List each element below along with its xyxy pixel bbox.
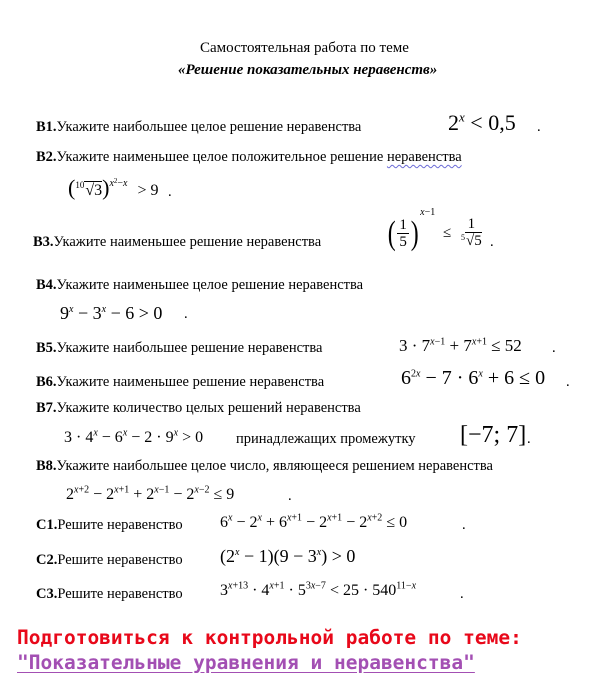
task-c1	[36, 517, 183, 534]
page-subtitle: «Решение показательных неравенств»	[178, 62, 438, 78]
task-b1-formula: $2^x < 0,5$	[448, 109, 516, 135]
task-b1-tail: .	[537, 119, 541, 135]
task-b6-formula: $6^{2x} - 7 \cdot 6^x + 6 \le 0$	[401, 367, 546, 389]
task-c3-text: Решите неравенство	[57, 586, 183, 602]
footer-topic-link[interactable]: "Показательные уравнения и неравенства"	[17, 651, 475, 674]
task-b4-label: B4.	[36, 277, 57, 293]
task-b2	[36, 149, 462, 166]
task-b8-text: Укажите наибольшее целое число, являющееся решением неравенства	[56, 458, 493, 474]
task-b7-formula: $3 \cdot 4^x - 6^x - 2 \cdot 9^x > 0$	[64, 427, 204, 446]
task-b5-label: B5.	[36, 340, 57, 356]
task-c1-formula: $6^x - 2^x + 6^{x+1} - 2^{x+1} - 2^{x+2} \le 0$	[220, 512, 408, 531]
task-b5-tail: .	[552, 340, 556, 356]
task-b3	[33, 234, 321, 251]
task-b8-formula: $2^{x+2} - 2^{x+1} + 2^{x-1} - 2^{x-2} \le 9$	[66, 484, 235, 503]
page-title: Самостоятельная работа по теме	[200, 40, 409, 56]
task-b1-text: Укажите наибольшее целое решение неравенства	[56, 119, 362, 135]
task-c1-label: C1.	[36, 517, 58, 533]
task-b8-tail: .	[288, 488, 292, 504]
task-b1	[36, 119, 361, 136]
task-b7-label: B7.	[36, 400, 57, 416]
task-b6-text: Укажите наименьшее решение неравенства	[56, 374, 325, 390]
task-b7-text: Укажите количество целых решений неравенства	[56, 400, 361, 416]
task-b2-tail: .	[168, 184, 172, 200]
task-c3-tail: .	[460, 586, 464, 602]
task-c2-label: C2.	[36, 552, 58, 568]
task-b4-formula: $9^x - 3^x - 6 > 0$	[60, 303, 163, 323]
task-b2-label: B2.	[36, 149, 57, 165]
task-b1-label: B1.	[36, 119, 57, 135]
task-b7	[36, 400, 361, 417]
task-b6-tail: .	[566, 374, 570, 390]
task-b6-label: B6.	[36, 374, 57, 390]
task-c2	[36, 552, 183, 569]
task-b8-label: B8.	[36, 458, 57, 474]
task-b2-formula: $(^{10}√3)^{x^2-x} > 9$	[68, 175, 159, 200]
task-b5	[36, 340, 322, 357]
task-b7-tail: .	[527, 431, 531, 447]
task-c2-formula: $(2^x - 1)(9 - 3^x) > 0$	[220, 546, 356, 566]
task-b5-text: Укажите наибольшее решение неравенства	[56, 340, 323, 356]
task-b2-text: Укажите наименьшее целое положительное решение	[56, 149, 384, 165]
task-b6	[36, 374, 324, 391]
task-b3-label: B3.	[33, 234, 54, 250]
task-b4-text: Укажите наименьшее целое решение неравенства	[56, 277, 364, 293]
task-c3-formula: $3^{x+13} \cdot 4^{x+1} \cdot 5^{3x-7} < 25 \cdot 540^{11-x}$	[220, 580, 417, 599]
task-c2-text: Решите неравенство	[57, 552, 183, 568]
task-b7-interval: [−7; 7]	[460, 422, 527, 448]
task-c3-label: C3.	[36, 586, 58, 602]
task-b7-text2: принадлежащих промежутку	[236, 431, 416, 447]
task-b8	[36, 458, 493, 475]
task-c3	[36, 586, 183, 603]
task-c1-tail: .	[462, 517, 466, 533]
task-b4-tail: .	[184, 306, 188, 322]
task-b2-text-underlined: неравенства	[386, 149, 462, 165]
task-b4	[36, 277, 363, 294]
footer-prepare: Подготовиться к контрольной работе по теме:	[17, 626, 522, 649]
task-c1-text: Решите неравенство	[57, 517, 183, 533]
task-b3-text: Укажите наименьшее решение неравенства	[53, 234, 322, 250]
task-b3-tail: .	[490, 234, 494, 250]
task-b5-formula: $3 \cdot 7^{x-1} + 7^{x+1} \le 52$	[399, 336, 522, 355]
task-b3-formula: ( $\frac{1}{5}$ )$^{x-1}$ ≤ $\frac{1}{^5√5}$	[387, 206, 482, 252]
